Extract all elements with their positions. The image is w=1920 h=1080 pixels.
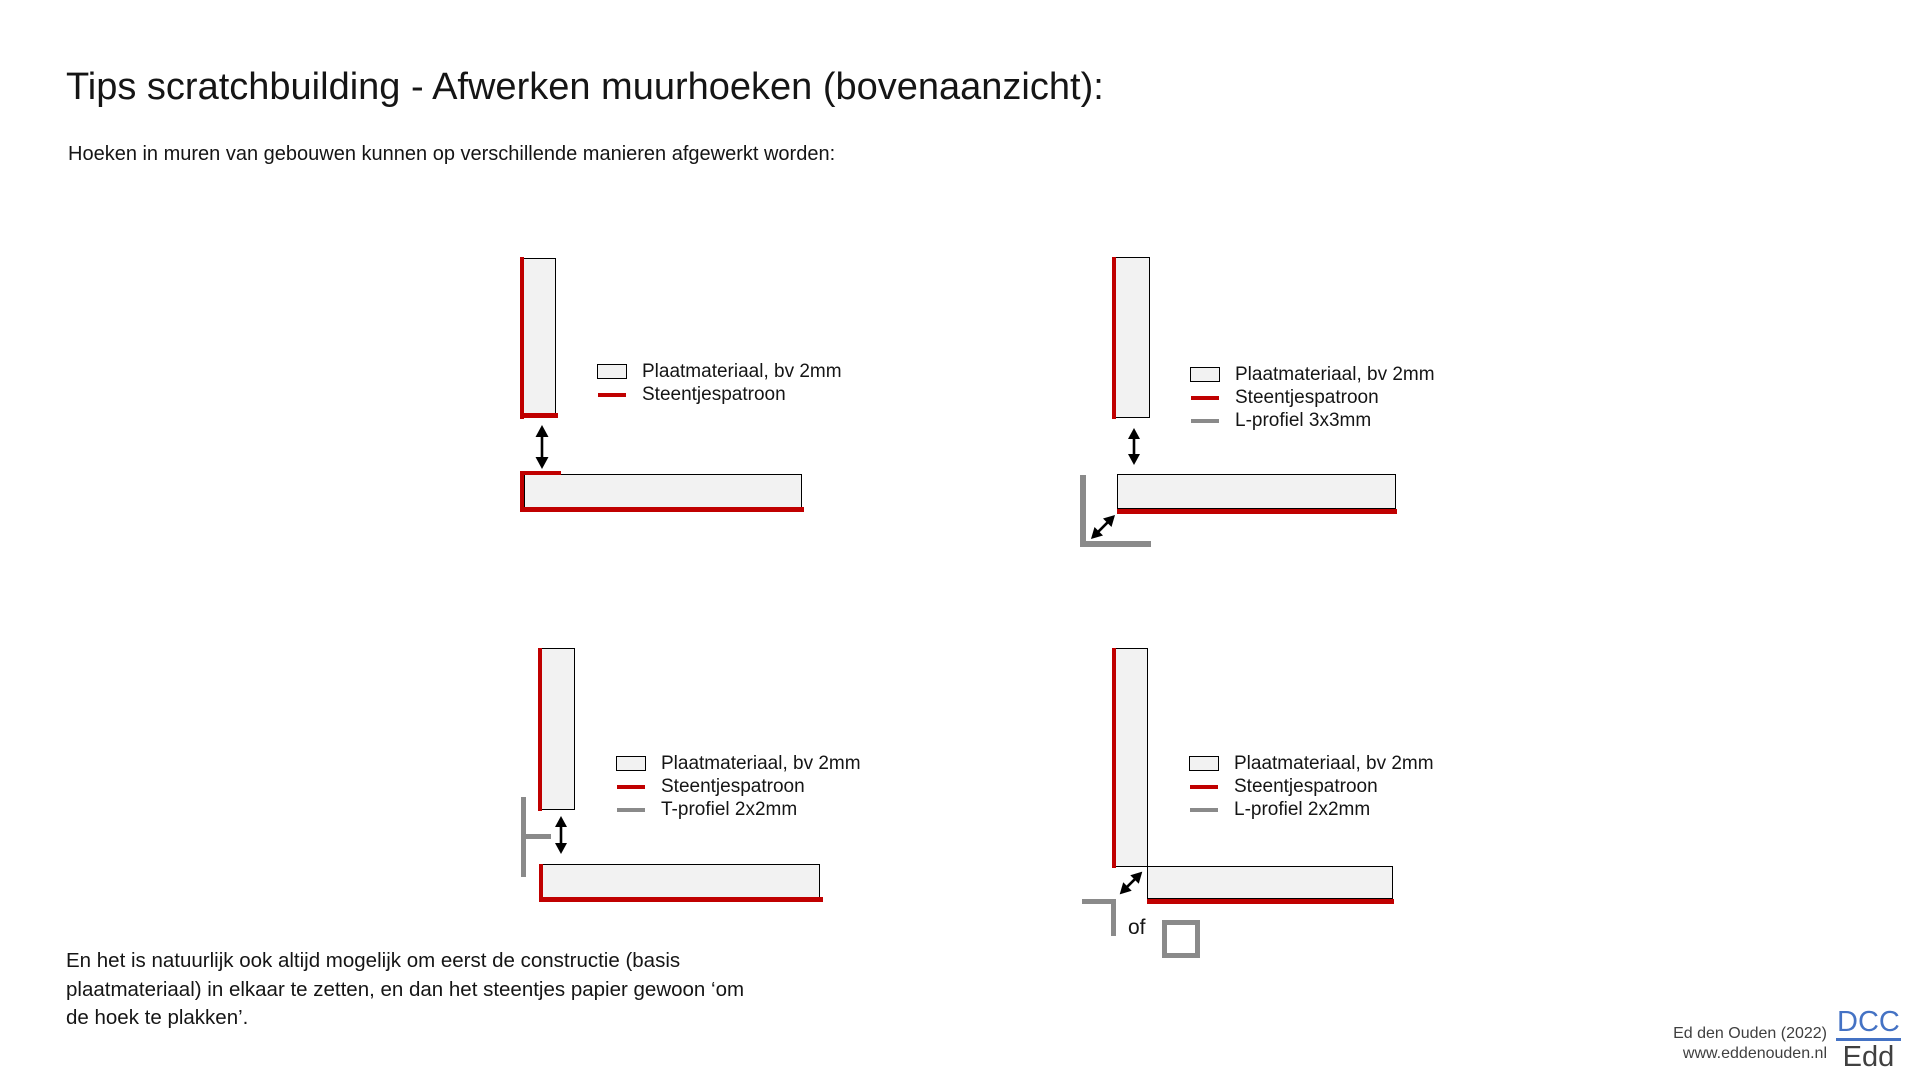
note-line: de hoek te plakken’. (66, 1006, 249, 1029)
note-line: plaatmateriaal) in elkaar te zetten, en dan het steentjes papier gewoon ‘om (66, 977, 745, 1001)
or-label: of (1128, 916, 1146, 939)
legend-label: L-profiel 3x3mm (1235, 409, 1372, 431)
legend (1189, 752, 1434, 821)
square-profile-shape (1162, 920, 1200, 958)
edd-logo: Edd (1842, 1041, 1895, 1073)
brick-paper-line (1112, 648, 1116, 868)
legend-label: Steentjespatroon (1234, 775, 1378, 797)
dcc-logo-link[interactable]: DCC (1836, 1006, 1901, 1041)
legend-row (1189, 775, 1434, 798)
brick-line-swatch-icon (1189, 785, 1219, 789)
corner-arrow-icon (1114, 866, 1148, 900)
profile-line-swatch-icon (1189, 808, 1219, 812)
legend-label: Steentjespatroon (661, 775, 805, 797)
plate-swatch-icon (1189, 756, 1219, 771)
brick-paper-line (1147, 899, 1394, 904)
legend-label: Steentjespatroon (642, 383, 786, 405)
page-title: Tips scratchbuilding - Afwerken muurhoeken (bovenaanzicht): (66, 66, 1104, 108)
subtitle: Hoeken in muren van gebouwen kunnen op verschillende manieren afgewerkt worden: (68, 143, 836, 165)
note (66, 947, 744, 1033)
credit-website: www.eddenouden.nl (1682, 1045, 1827, 1062)
legend-label: Steentjespatroon (1235, 386, 1379, 408)
legend-label: T-profiel 2x2mm (661, 798, 798, 820)
legend-row (1189, 798, 1434, 821)
l-profile-2x2-shape (1082, 899, 1116, 936)
dcc-edd-logo (1836, 1006, 1901, 1074)
legend-label: Plaatmateriaal, bv 2mm (1235, 363, 1435, 385)
wall-plate-vertical (1115, 648, 1148, 867)
wall-plate-horizontal (1147, 866, 1393, 899)
legend-label: Plaatmateriaal, bv 2mm (642, 360, 842, 382)
note-line: En het is natuurlijk ook altijd mogelijk om eerst de constructie (basis (66, 949, 681, 972)
legend-label: L-profiel 2x2mm (1234, 798, 1371, 820)
legend-label: Plaatmateriaal, bv 2mm (1234, 752, 1434, 774)
credit (1673, 1024, 1827, 1064)
legend-row (1189, 752, 1434, 775)
credit-author: Ed den Ouden (2022) (1673, 1025, 1827, 1042)
legend-label: Plaatmateriaal, bv 2mm (661, 752, 861, 774)
